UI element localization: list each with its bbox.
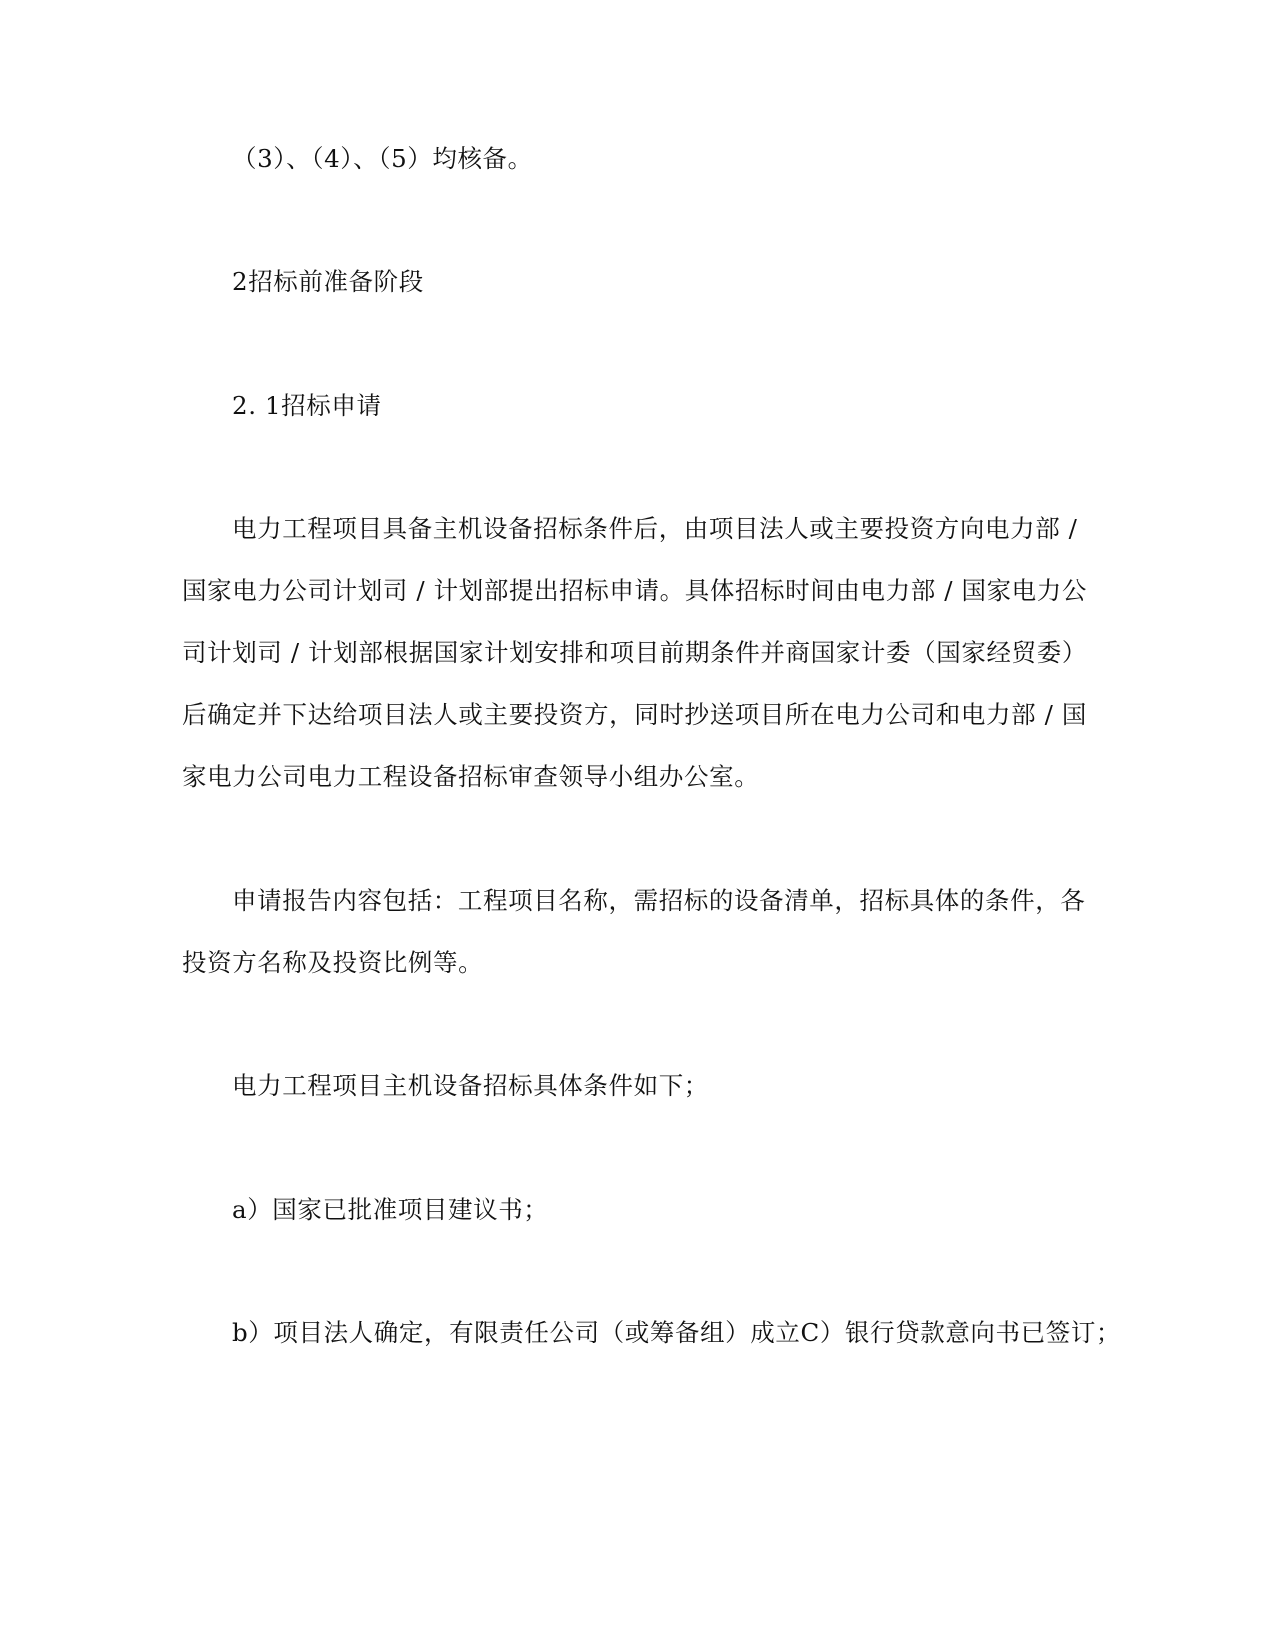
list-item: b）项目法人确定，有限责任公司（或筹备组）成立C）银行贷款意向书已签订；	[232, 1318, 1122, 1347]
paragraph-line: 投资方名称及投资比例等。	[182, 948, 484, 977]
list-note-line: （3）、（4）、（5）均核备。	[232, 144, 533, 173]
paragraph-line: 国家电力公司计划司 / 计划部提出招标申请。具体招标时间由电力部 / 国家电力公	[182, 576, 1087, 605]
section-heading: 2招标前准备阶段	[232, 267, 424, 296]
paragraph-line: 电力工程项目具备主机设备招标条件后，由项目法人或主要投资方向电力部 /	[232, 514, 1078, 543]
paragraph-line: 申请报告内容包括：工程项目名称，需招标的设备清单，招标具体的条件，各	[232, 886, 1086, 915]
list-item: a）国家已批准项目建议书；	[232, 1195, 549, 1224]
subsection-heading: 2. 1招标申请	[232, 391, 382, 420]
paragraph-line: 电力工程项目主机设备招标具体条件如下；	[232, 1071, 709, 1100]
paragraph-line: 司计划司 / 计划部根据国家计划安排和项目前期条件并商国家计委（国家经贸委）	[182, 638, 1087, 667]
paragraph-line: 家电力公司电力工程设备招标审查领导小组办公室。	[182, 762, 760, 791]
paragraph-line: 后确定并下达给项目法人或主要投资方，同时抄送项目所在电力公司和电力部 / 国	[182, 700, 1087, 729]
